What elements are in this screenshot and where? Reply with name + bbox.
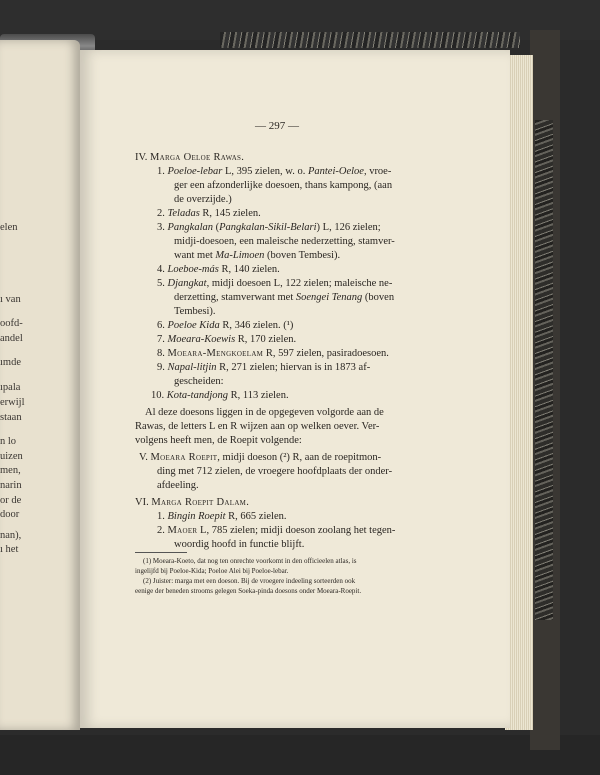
left-fragment: oofd- — [0, 318, 23, 329]
left-fragment: ı van — [0, 294, 21, 305]
text-line: afdeeling. — [157, 480, 199, 491]
text-line: 1. Poeloe-lebar L, 395 zielen, w. o. Pantei-Oeloe, vroe- — [157, 166, 392, 177]
left-fragment: ımde — [0, 357, 21, 368]
left-fragment: men, — [0, 465, 21, 476]
text-line: Rawas, de letters L en R wijzen aan op welken oever. Ver- — [135, 421, 380, 432]
left-fragment: ıpala — [0, 382, 21, 393]
text-line: ding met 712 zielen, de vroegere hoofdplaats der onder- — [157, 466, 393, 477]
text-line: want met Ma-Limoen (boven Tembesi). — [174, 250, 341, 261]
text-line: 1. Bingin Roepit R, 665 zielen. — [157, 511, 287, 522]
text-line: 7. Moeara-Koewis R, 170 zielen. — [157, 334, 297, 345]
left-page — [0, 40, 80, 730]
text-line: ger een afzonderlijke doesoen, thans kampong, (aan — [174, 180, 393, 191]
marbled-cover-top — [220, 32, 520, 48]
page-number: — 297 — — [255, 120, 299, 132]
left-fragment: elen — [0, 222, 18, 233]
text-line: volgens heeft men, de Roepit volgende: — [135, 435, 302, 446]
section-heading: V. Moeara Roepit, midji doeson (²) R, aan de roepitmon- — [139, 452, 382, 463]
footnote-line: (1) Moeara-Koeto, dat nog ten onrechte voorkomt in den officieelen atlas, is — [143, 557, 357, 565]
left-fragment: n lo — [0, 436, 17, 447]
text-line: 3. Pangkalan (Pangkalan-Sikil-Belari) L, 126 zielen; — [157, 222, 381, 233]
text-line: Tembesi). — [174, 306, 216, 317]
footnote-line: (2) Juister: marga met een doeson. Bij de vroegere indeeling sorteerden ook — [143, 577, 356, 585]
left-fragment: ı het — [0, 544, 19, 555]
text-line: woordig hoofd in functie blijft. — [174, 539, 305, 550]
text-line: gescheiden: — [174, 376, 224, 387]
text-line: 4. Loeboe-más R, 140 zielen. — [157, 264, 280, 275]
text-line: 2. Teladas R, 145 zielen. — [157, 208, 261, 219]
section-heading: VI. Marga Roepit Dalam. — [135, 497, 250, 508]
text-line: 8. Moeara-Mengkoelam R, 597 zielen, pasiradoesoen. — [157, 348, 389, 359]
left-fragment: or de — [0, 495, 22, 506]
text-line: midji-doesoen, een maleische nederzetting, stamver- — [174, 236, 395, 247]
text-line: 6. Poeloe Kida R, 346 zielen. (¹) — [157, 320, 294, 331]
left-fragment: uizen — [0, 451, 23, 462]
left-fragment: andel — [0, 333, 23, 344]
footnote-line: ingelijfd bij Poeloe-Kida; Poeloe Alei bij Poeloe-lebar. — [135, 567, 289, 575]
text-line: 10. Kota-tandjong R, 113 zielen. — [151, 390, 289, 401]
text-line: 9. Napal-litjin R, 271 zielen; hiervan is in 1873 af- — [157, 362, 371, 373]
marbled-cover-edge — [535, 120, 553, 620]
left-fragment: staan — [0, 412, 22, 423]
left-fragment: nan), — [0, 530, 22, 541]
section-heading: IV. Marga Oeloe Rawas. — [135, 152, 245, 163]
text-line: 2. Maoer L, 785 zielen; midji doeson zoolang het tegen- — [157, 525, 396, 536]
left-fragment: narin — [0, 480, 22, 491]
text-line: de overzijde.) — [174, 194, 232, 205]
left-fragment: erwijl — [0, 397, 25, 408]
footnote-line: eenige der beneden strooms gelegen Soeka-pinda doesons onder Moeara-Roepit. — [135, 587, 362, 595]
text-line: 5. Djangkat, midji doesoen L, 122 zielen; maleische ne- — [157, 278, 393, 289]
text-line: derzetting, stamverwant met Soengei Tenang (boven — [174, 292, 395, 303]
background-bottom — [0, 735, 600, 775]
text-line: Al deze doesons liggen in de opgegeven volgorde aan de — [145, 407, 384, 418]
left-fragment: door — [0, 509, 20, 520]
footnote-rule — [135, 552, 187, 553]
